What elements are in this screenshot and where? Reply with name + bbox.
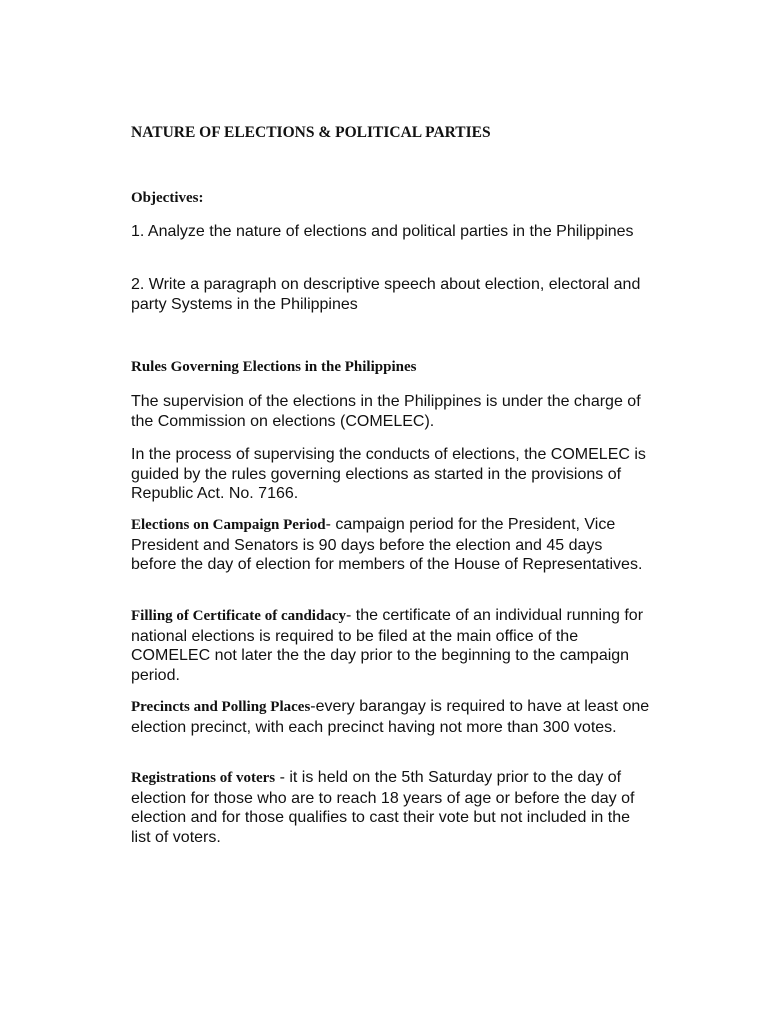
rule-term: Filling of Certificate of candidacy	[131, 608, 346, 624]
rule-item	[131, 515, 651, 575]
rule-text: -every barangay is required to have at least one election precinct, with each precinct having not more than 300 votes.	[131, 698, 650, 736]
rule-term: Precincts and Polling Places	[131, 699, 311, 715]
rule-item	[131, 697, 651, 737]
objectives-heading: Objectives:	[131, 190, 204, 206]
rule-item	[131, 606, 651, 685]
paragraph: The supervision of the elections in the Philippines is under the charge of the Commission on elections (COMELEC).	[131, 393, 641, 430]
paragraph: In the process of supervising the conducts of elections, the COMELEC is guided by the rules governing elections as started in the provisions of Republic Act. No. 7166.	[131, 446, 646, 502]
rule-text: - campaign period for the President, Vice President and Senators is 90 days before the election and 45 days before the day of election for members of the House of Representatives.	[131, 516, 643, 573]
rule-text: - the certificate of an individual running for national elections is required to be filed at the main office of the COMELEC not later the the day prior to the beginning to the campaign period.	[131, 607, 644, 684]
rules-heading: Rules Governing Elections in the Philippines	[131, 359, 417, 375]
rule-term: Elections on Campaign Period	[131, 517, 326, 533]
document-title: NATURE OF ELECTIONS & POLITICAL PARTIES	[131, 124, 491, 141]
objective-item: 2. Write a paragraph on descriptive speech about election, electoral and party Systems in the Philippines	[131, 276, 641, 313]
rule-item	[131, 768, 651, 847]
rule-term: Registrations of voters	[131, 770, 276, 786]
objective-item: 1. Analyze the nature of elections and political parties in the Philippines	[131, 223, 634, 240]
rule-text: - it is held on the 5th Saturday prior to the day of election for those who are to reach 18 years of age or before the day of election and for those qualifies to cast their vote but not included in the list of voters.	[131, 769, 635, 846]
